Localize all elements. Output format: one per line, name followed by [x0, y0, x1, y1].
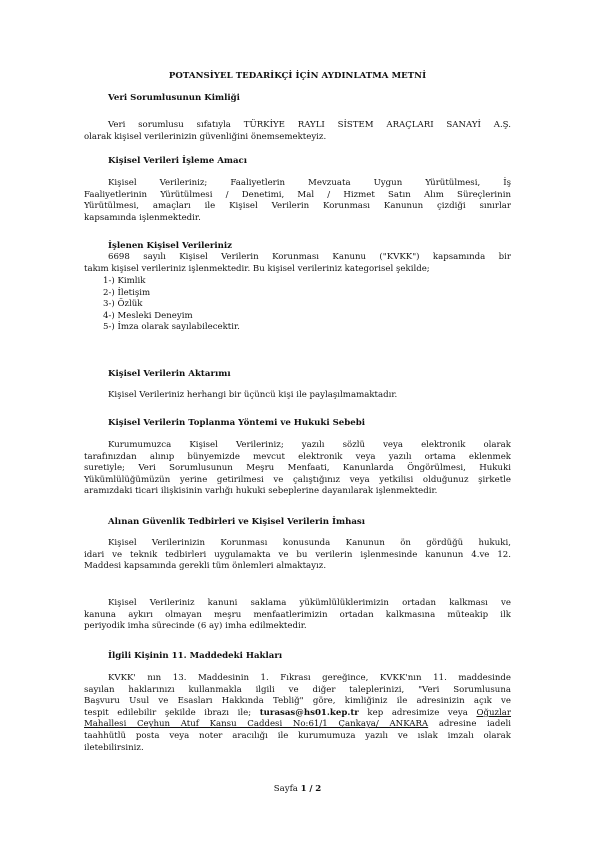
list-item: 5-) İmza olarak sayılabilecektir.: [103, 322, 240, 333]
paragraph-line: Yükümlülüğümüzün yerine getirilmesi ve çalıştığınız veya yetkilisi olduğunuz şirketle: [84, 474, 511, 485]
paragraph-security: [84, 538, 511, 573]
rights-text: adresine iadeli: [438, 719, 512, 730]
page-number: [0, 784, 595, 794]
paragraph-line: kapsamında işlenmektedir.: [84, 212, 201, 223]
heading-security: Alınan Güvenlik Tedbirleri ve Kişisel Verilerin İmhası: [108, 517, 366, 527]
list-item: 3-) Özlük: [103, 299, 143, 310]
current-page: 1: [300, 784, 307, 794]
page-separator: /: [309, 784, 313, 794]
paragraph-line: Başvuru Usul ve Esasları Hakkında Tebliğ" göre, kimliğiniz ile adresinizin açık ve: [84, 696, 511, 707]
paragraph-rights: [84, 673, 511, 754]
paragraph-line: Kişisel Verileriniz; Faaliyetlerin Mevzuata Uygun Yürütülmesi, İş: [108, 178, 511, 188]
paragraph-line: Yürütülmesi, amaçları ile Kişisel Verilerin Korunması Kanunun çizdiği sınırlar: [84, 201, 511, 212]
paragraph-processed-data: [84, 252, 511, 275]
list-item: 4-) Mesleki Deneyim: [103, 310, 193, 321]
page-label: Sayfa: [273, 784, 298, 794]
paragraph-line: idari ve teknik tedbirleri uygulamakta ve bu verilerin işlenmesinde kanunun 4.ve 12.: [84, 549, 511, 560]
paragraph-line: Maddesi kapsamında gerekli tüm önlemleri almaktayız.: [84, 561, 327, 572]
paragraph-line: Kişisel Verilerinizin Korunması konusunda Kanunun ön gördüğü hukuki,: [108, 538, 511, 548]
heading-processed-data: İşlenen Kişisel Verileriniz: [108, 241, 233, 251]
paragraph-line: Kişisel Verileriniz herhangi bir üçüncü kişi ile paylaşılmamaktadır.: [108, 390, 398, 400]
heading-rights: İlgili Kişinin 11. Maddedeki Hakları: [108, 651, 283, 661]
paragraph-line: Kurumumuzca Kişisel Verileriniz; yazılı sözlü veya elektronik olarak: [108, 440, 511, 450]
kep-email-address: turasas@hs01.kep.tr: [259, 707, 359, 718]
paragraph-line: KVKK' nın 13. Maddesinin 1. Fıkrası gereğince, KVKK'nın 11. maddesinde: [108, 673, 511, 683]
paragraph-line: Veri sorumlusu sıfatıyla TÜRKİYE RAYLI SİSTEM ARAÇLARI SANAYİ A.Ş.: [108, 120, 511, 130]
heading-identity: Veri Sorumlusunun Kimliği: [108, 93, 240, 103]
paragraph-line: 6698 sayılı Kişisel Verilerin Korunması Kanunu ("KVKK") kapsamında bir: [108, 252, 511, 262]
paragraph-line: suretiyle; Veri Sorumlusunun Meşru Menfaati, Kanunlarda Öngörülmesi, Hukuki: [84, 463, 511, 474]
paragraph-line: aramızdaki ticari ilişkisinin varlığı hukuki sebeplerine dayanılarak işlenmektedir.: [84, 486, 438, 497]
paragraph-line: taahhütlü posta veya noter aracılığı ile kurumumuza yazılı ve ıslak imzalı olarak: [84, 730, 511, 741]
heading-collection: Kişisel Verilerin Toplanma Yöntemi ve Hukuki Sebebi: [108, 418, 365, 428]
paragraph-transfer: [84, 390, 511, 402]
paragraph-line: tarafınızdan alınıp bünyemizde mevcut elektronik veya yazılı ortama eklenmek: [84, 451, 511, 462]
total-pages: 2: [315, 784, 322, 794]
paragraph-line: takım kişisel verileriniz işlenmektedir. Bu kişisel verileriniz kategorisel şekilde;: [84, 263, 430, 274]
paragraph-line: Faaliyetlerinin Yürütülmesi / Denetimi, Mal / Hizmet Satın Alım Süreçlerinin: [84, 189, 511, 200]
document-title: POTANSİYEL TEDARİKÇİ İÇİN AYDINLATMA METNİ: [168, 71, 427, 81]
paragraph-line: periyodik imha sürecinde (6 ay) imha edilmektedir.: [84, 621, 307, 632]
heading-purpose: Kişisel Verileri İşleme Amacı: [108, 156, 248, 166]
paragraph-line: [84, 708, 511, 720]
paragraph-line: sayılan haklarınızı kullanmakla ilgili ve diğer taleplerinizi, "Veri Sorumlusuna: [84, 684, 511, 695]
paragraph-line: kanuna aykırı olmayan meşru menfaatlerimizin ortadan kalkmasına müteakip ilk: [84, 609, 511, 620]
paragraph-identity: [84, 120, 511, 143]
rights-text: kep adresimize veya: [367, 707, 468, 718]
paragraph-collection: [84, 440, 511, 498]
paragraph-line: [84, 719, 511, 731]
data-category-list: [103, 276, 240, 334]
rights-text: tespit edilebilir şekilde ibrazı ile;: [84, 707, 252, 718]
paragraph-line: iletebilirsiniz.: [84, 742, 144, 753]
paragraph-destruction: [84, 598, 511, 633]
list-item: 2-) İletişim: [103, 287, 151, 298]
heading-transfer: Kişisel Verilerin Aktarımı: [108, 369, 231, 379]
postal-address-part2: Mahallesi Ceyhun Atuf Kansu Caddesi No:61/1 Çankaya/ ANKARA: [84, 719, 429, 730]
paragraph-line: Kişisel Verileriniz kanuni saklama yükümlülüklerimizin ortadan kalkması ve: [108, 598, 511, 608]
paragraph-purpose: [84, 178, 511, 224]
postal-address-part1: Oğuzlar: [476, 707, 512, 718]
list-item: 1-) Kimlik: [103, 276, 146, 286]
paragraph-line: olarak kişisel verilerinizin güvenliğini önemsemekteyiz.: [84, 131, 327, 142]
